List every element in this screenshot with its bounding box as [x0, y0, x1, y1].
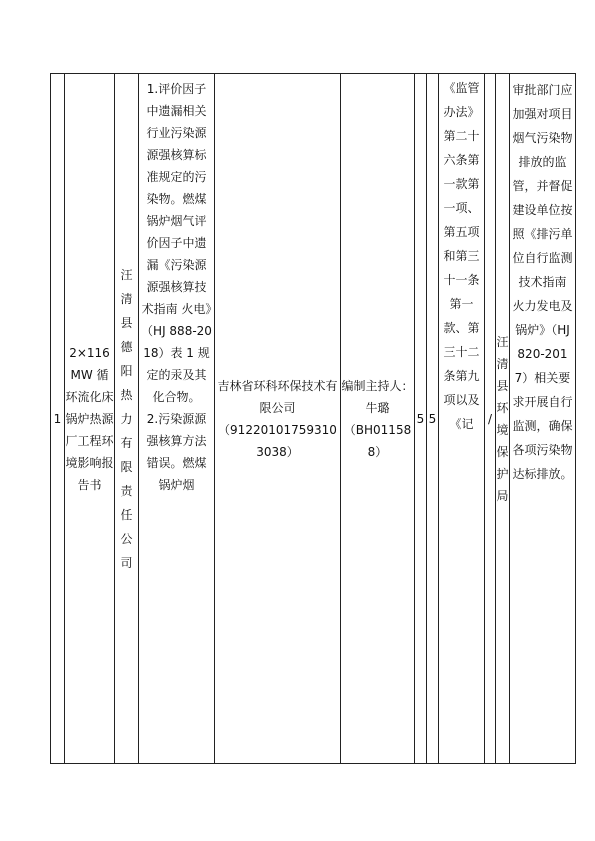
- slash-cell: /: [485, 74, 496, 764]
- suggestion-text: 审批部门应加强对项目烟气污染物排放的监管，并督促建设单位按照《排污单位自行监测技术指南 火力发电及锅炉》（HJ 820-2017）相关要求开展自行监测，确保各项污染物达标排放。: [512, 83, 573, 481]
- agency-cell: [215, 74, 341, 764]
- table-row: [51, 74, 576, 764]
- builder-cell: [115, 74, 139, 764]
- law-basis-cell: [439, 74, 485, 764]
- score-a: 5: [415, 74, 427, 764]
- agency-name: 吉林省环科环保技术有限公司: [217, 378, 338, 415]
- score-b: 5: [427, 74, 439, 764]
- compiler-id: （BH011588）: [343, 422, 412, 459]
- compiler-name: 牛璐: [365, 400, 390, 415]
- law-basis: 《监管办法》第二十六条第一款第一项、第五项和第三十一条第一款、第三十二条第九项以及《记: [443, 81, 480, 431]
- row-index: 1: [51, 74, 65, 764]
- suggestion-cell: [510, 74, 576, 764]
- agency-code: （912201017593103038）: [218, 422, 337, 459]
- authority-cell: [496, 74, 510, 764]
- problems-cell: [139, 74, 215, 764]
- compiler-cell: [341, 74, 415, 764]
- project-name-cell: [65, 74, 115, 764]
- problem-item-1: 1.评价因子中遗漏相关行业污染源源强核算标准规定的污染物。燃煤锅炉烟气评价因子中遗漏《污染源源强核算技术指南 火电》（HJ 888-2018）表 1 规定的汞及其化合物。: [141, 82, 212, 404]
- compiler-label: 编制主持人：: [341, 378, 414, 393]
- project-name: 2×116 MW 循环流化床锅炉热源厂工程环境影响报告书: [65, 345, 114, 492]
- problem-item-2: 2.污染源源强核算方法错误。燃煤锅炉烟: [146, 412, 207, 492]
- builder-name: 汪清县德阳热力有限责任公司: [120, 267, 133, 570]
- approval-authority: 汪清县环境保护局: [496, 334, 509, 503]
- review-table: [50, 73, 576, 764]
